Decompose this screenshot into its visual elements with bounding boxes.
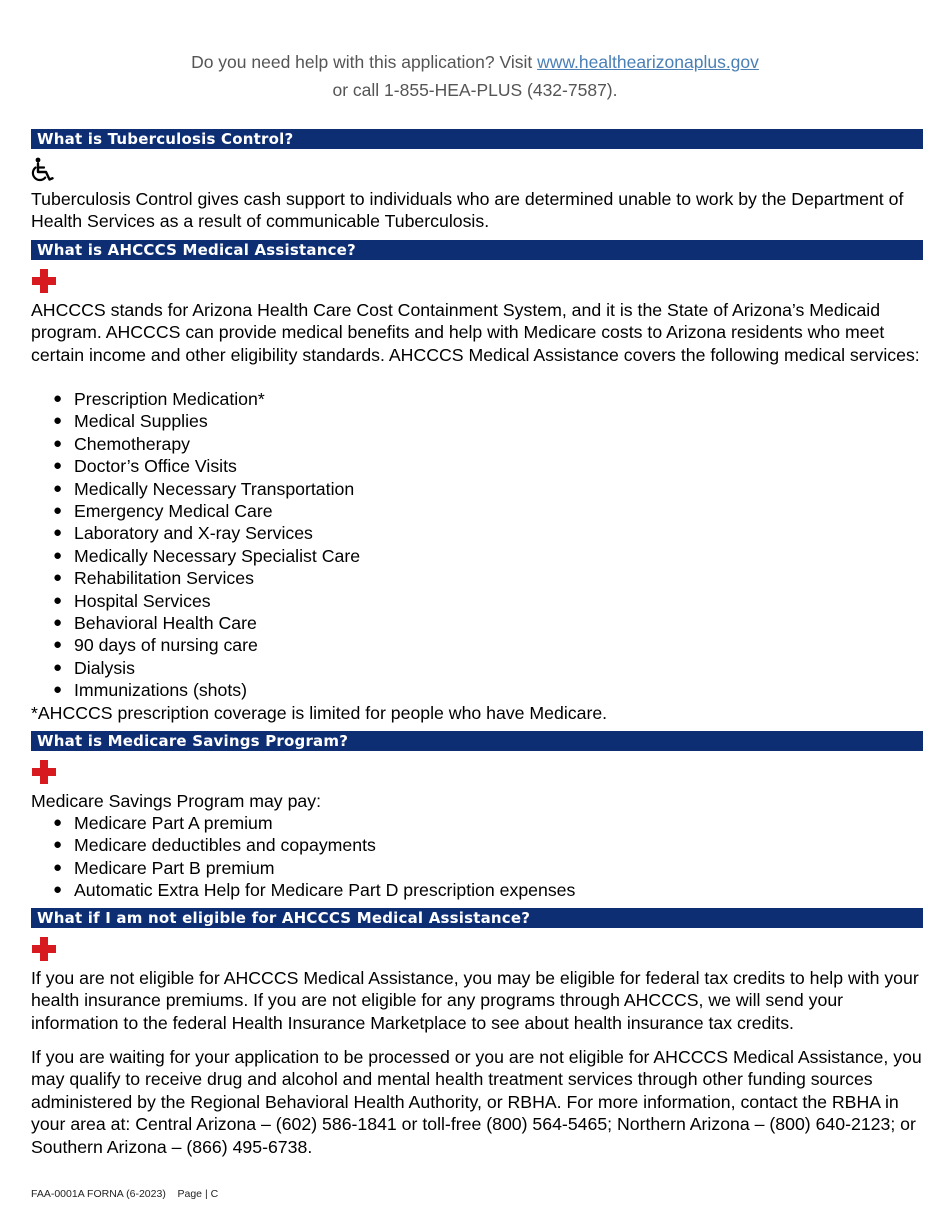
list-item: ● Medically Necessary Transportation [31, 478, 926, 500]
section-heading-medicare-savings: What is Medicare Savings Program? [31, 731, 923, 751]
section-heading-ahcccs: What is AHCCCS Medical Assistance? [31, 240, 923, 260]
list-item: ● Medicare Part B premium [31, 857, 926, 879]
list-item: ● Laboratory and X-ray Services [31, 522, 926, 544]
help-text: Do you need help with this application? Visit [191, 52, 533, 72]
red-cross-icon [31, 936, 57, 967]
list-item: ● Chemotherapy [31, 433, 926, 455]
section-heading-not-eligible: What if I am not eligible for AHCCCS Medical Assistance? [31, 908, 923, 928]
medicare-savings-intro: Medicare Savings Program may pay: [31, 791, 321, 811]
list-item: ● Medicare deductibles and copayments [31, 834, 926, 856]
tuberculosis-description: Tuberculosis Control gives cash support to individuals who are determined unable to work by the Department of Health Services as a result of communicable Tuberculosis. [31, 189, 904, 232]
page-footer [31, 1188, 218, 1200]
list-item: ● Behavioral Health Care [31, 612, 926, 634]
list-item: ● Emergency Medical Care [31, 500, 926, 522]
medicare-savings-list [31, 812, 926, 902]
not-eligible-paragraph-1: If you are not eligible for AHCCCS Medical Assistance, you may be eligible for federal tax credits to help with your health insurance premiums. If you are not eligible for any programs through AHCCCS, we will send your information to the federal Health Insurance Marketplace to see about health insurance tax credits. [31, 968, 919, 1033]
list-item: ● Medically Necessary Specialist Care [31, 545, 926, 567]
website-link[interactable]: www.healthearizonaplus.gov [537, 52, 759, 72]
list-item: ● Dialysis [31, 657, 926, 679]
wheelchair-icon [31, 157, 57, 188]
list-item: ● Automatic Extra Help for Medicare Part D prescription expenses [31, 879, 926, 901]
page-number: Page | C [177, 1188, 219, 1200]
red-cross-icon [31, 268, 57, 299]
list-item: ● Rehabilitation Services [31, 567, 926, 589]
list-item: ● Immunizations (shots) [31, 679, 926, 701]
form-number: FAA-0001A FORNA (6-2023) [31, 1188, 166, 1200]
prescription-note: *AHCCCS prescription coverage is limited for people who have Medicare. [31, 703, 608, 723]
list-item: ● Medicare Part A premium [31, 812, 926, 834]
list-item: ● Medical Supplies [31, 410, 926, 432]
not-eligible-paragraph-2: If you are waiting for your application to be processed or you are not eligible for AHCCCS Medical Assistance, you may qualify to receive drug and alcohol and mental health treatment services through other funding sources administered by the Regional Behavioral Health Authority, or RBHA. For more information, contact the RBHA in your area at: Central Arizona – (602) 586-1841 or toll-free (800) 564-5465; Northern Arizona – (800) 640-2123; or Southern Arizona – (866) 495-6738. [31, 1047, 922, 1157]
ahcccs-services-list [31, 388, 926, 702]
list-item: ● Doctor’s Office Visits [31, 455, 926, 477]
help-line-1 [0, 52, 950, 73]
red-cross-icon [31, 759, 57, 790]
ahcccs-description: AHCCCS stands for Arizona Health Care Cost Containment System, and it is the State of Arizona’s Medicaid program. AHCCCS can provide medical benefits and help with Medicare costs to Arizona residents who meet certain income and other eligibility standards. AHCCCS Medical Assistance covers the following medical services: [31, 300, 920, 365]
section-heading-tuberculosis: What is Tuberculosis Control? [31, 129, 923, 149]
list-item: ● Prescription Medication* [31, 388, 926, 410]
list-item: ● Hospital Services [31, 590, 926, 612]
list-item: ● 90 days of nursing care [31, 634, 926, 656]
help-line-2: or call 1-855-HEA-PLUS (432-7587). [332, 80, 618, 100]
